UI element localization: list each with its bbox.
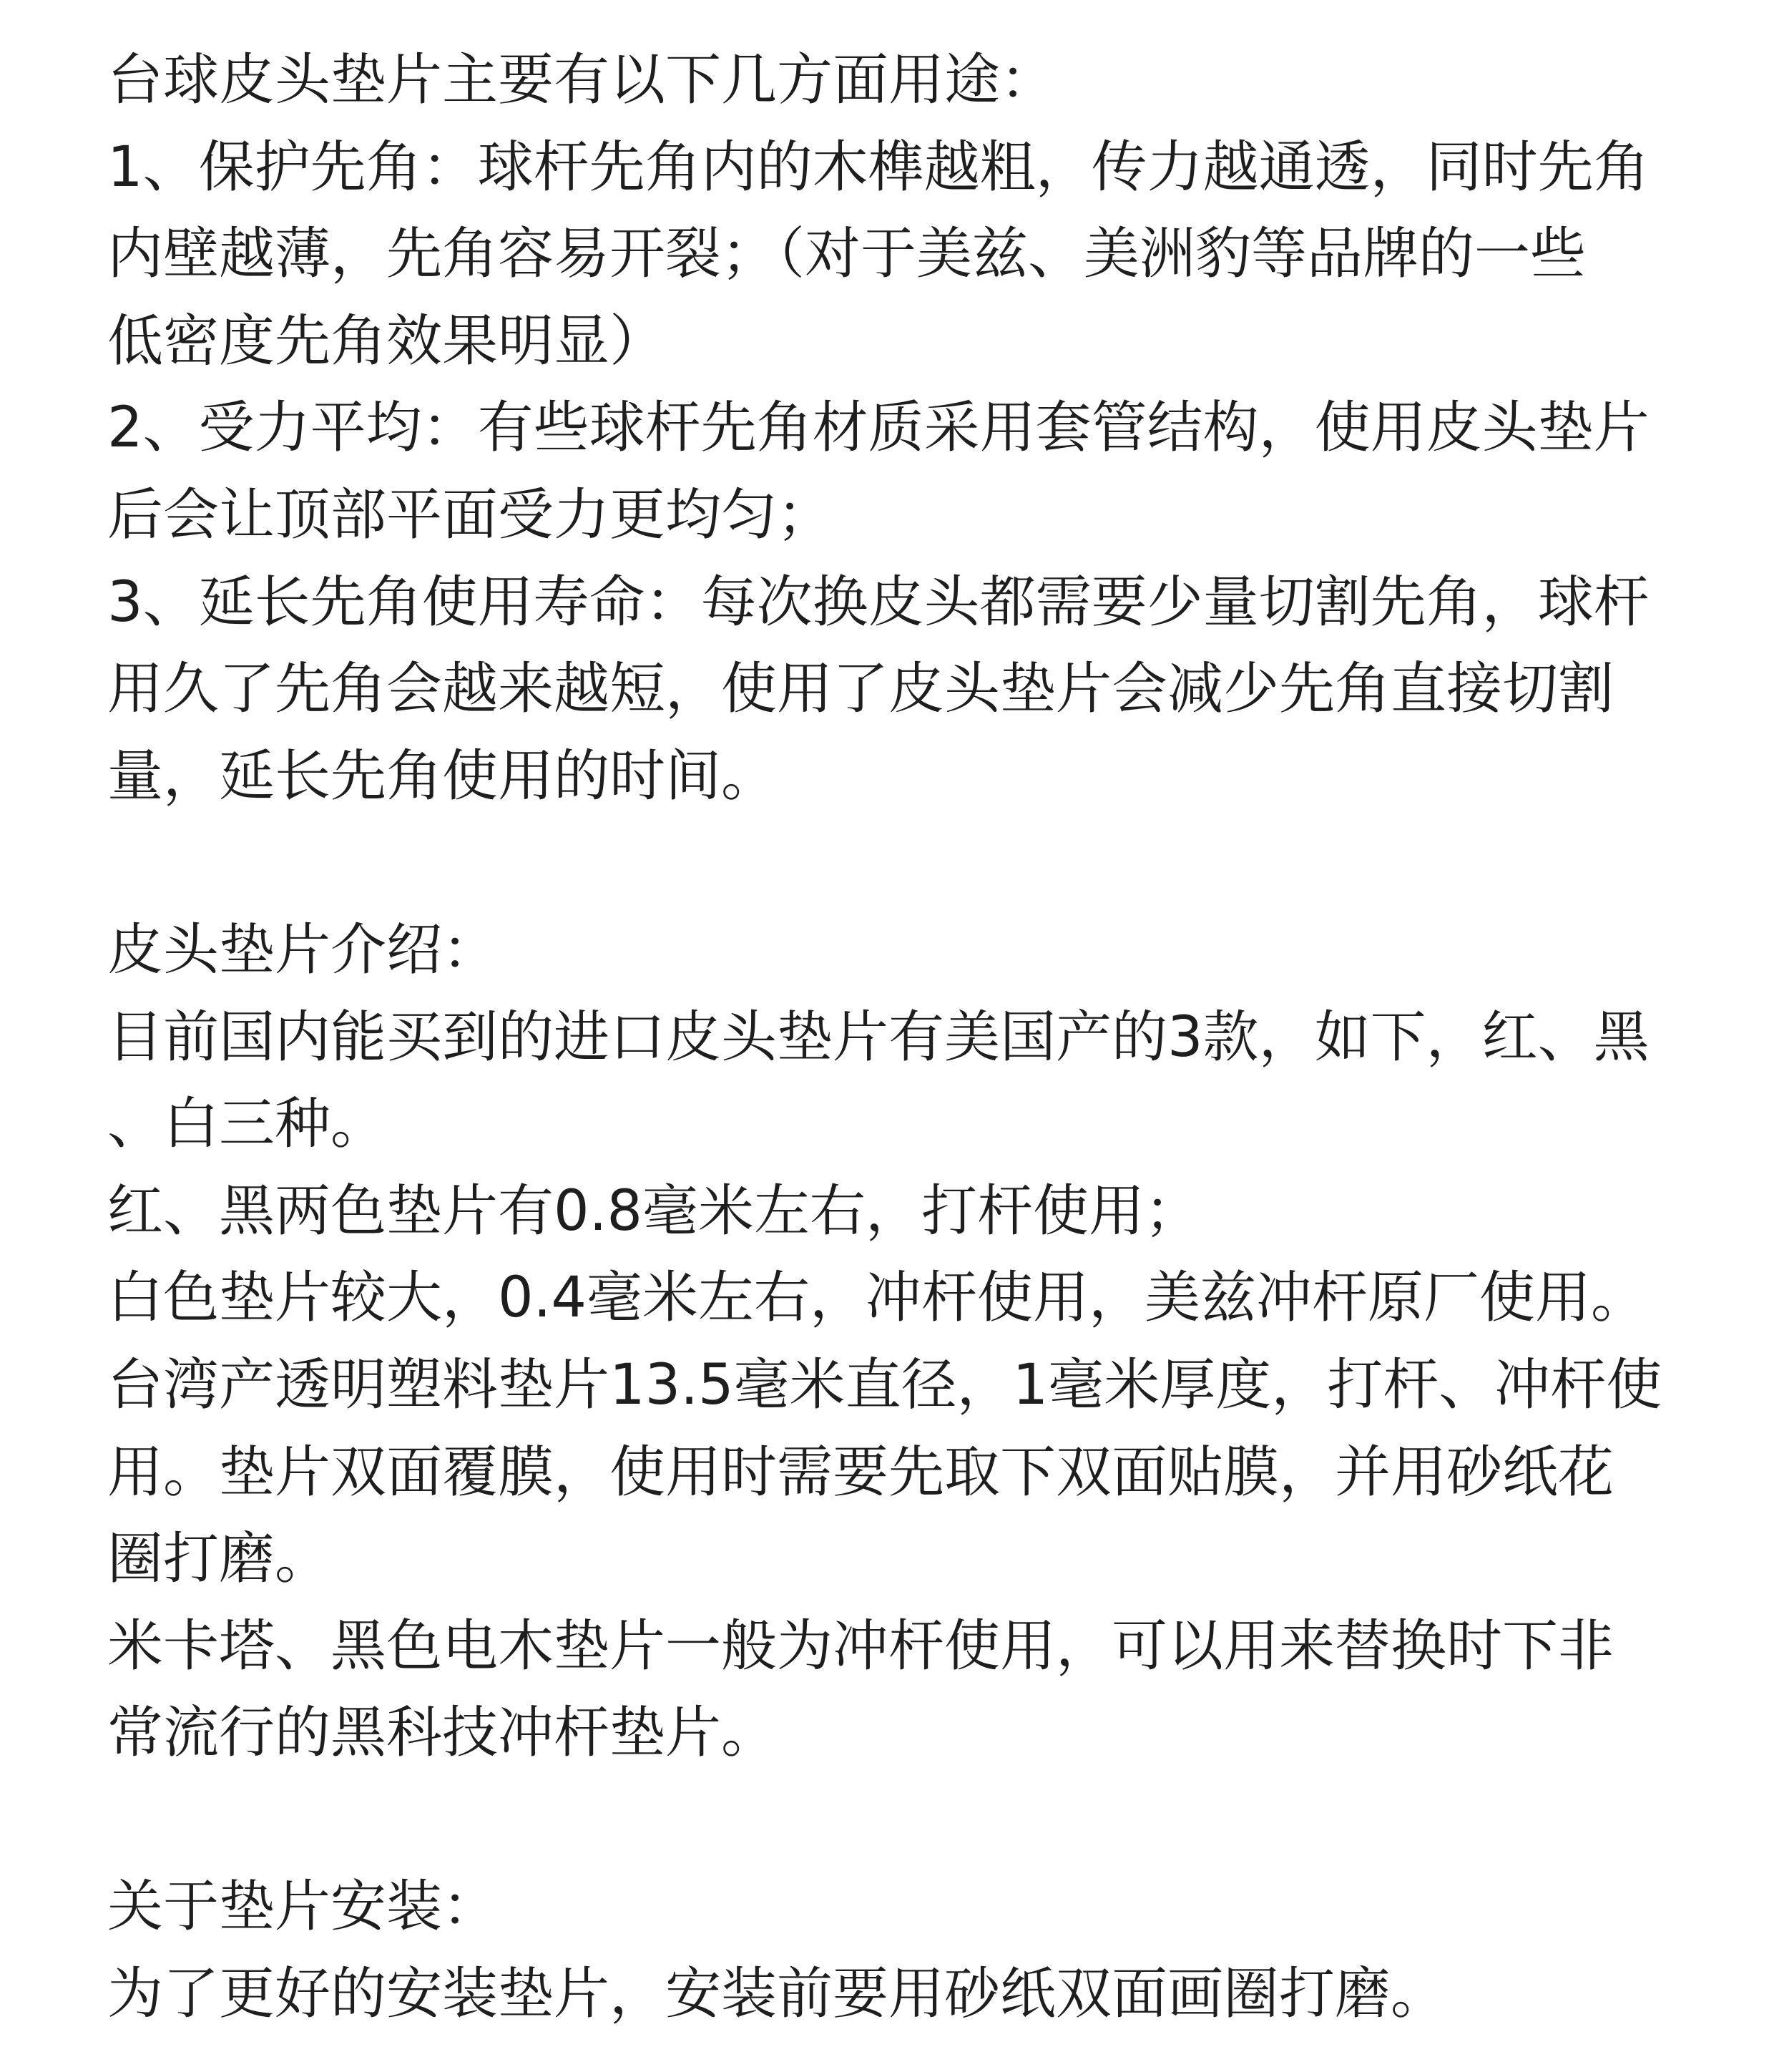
text-line: 1、保护先角：球杆先角内的木榫越粗，传力越通透，同时先角: [107, 135, 1650, 200]
text-line: 3、延长先角使用寿命：每次换皮头都需要少量切割先角，球杆: [107, 570, 1650, 635]
text-line: 白色垫片较大，0.4毫米左右，冲杆使用，美兹冲杆原厂使用。: [107, 1266, 1647, 1331]
text-line: 2、受力平均：有些球杆先角材质采用套管结构，使用皮头垫片: [107, 396, 1650, 461]
text-line: 为了更好的安装垫片，安装前要用砂纸双面画圈打磨。: [107, 1962, 1447, 2027]
text-line: 红、黑两色垫片有0.8毫米左右，打杆使用；: [107, 1178, 1201, 1243]
text-line: 低密度先角效果明显）: [107, 308, 666, 373]
text-line: 内壁越薄，先角容易开裂；（对于美兹、美洲豹等品牌的一些: [107, 222, 1587, 287]
section-heading: 皮头垫片介绍：: [107, 917, 499, 982]
section-introduction: [107, 907, 1710, 1777]
section-uses: [107, 37, 1710, 820]
text-line: 常流行的黑科技冲杆垫片。: [107, 1701, 778, 1766]
text-line: 圈打磨。: [107, 1527, 331, 1592]
text-line: 后会让顶部平面受力更均匀；: [107, 482, 833, 547]
text-line: 目前国内能买到的进口皮头垫片有美国产的3款，如下，红、黑: [107, 1005, 1650, 1070]
text-line: 、白三种。: [107, 1092, 387, 1157]
text-line: 量，延长先角使用的时间。: [107, 743, 778, 808]
section-heading: 台球皮头垫片主要有以下几方面用途：: [107, 48, 1057, 112]
section-heading: 关于垫片安装：: [107, 1875, 499, 1940]
text-line: 台湾产透明塑料垫片13.5毫米直径，1毫米厚度，打杆、冲杆使: [107, 1352, 1662, 1417]
paragraph-gap: [107, 1777, 1710, 1865]
document-body: [107, 37, 1710, 2038]
text-line: 用。垫片双面覆膜，使用时需要先取下双面贴膜，并用砂纸花: [107, 1440, 1614, 1505]
section-installation: [107, 1864, 1710, 2038]
paragraph-gap: [107, 820, 1710, 907]
text-line: 米卡塔、黑色电木垫片一般为冲杆使用，可以用来替换时下非: [107, 1613, 1614, 1678]
text-line: 用久了先角会越来越短，使用了皮头垫片会减少先角直接切割: [107, 657, 1614, 722]
